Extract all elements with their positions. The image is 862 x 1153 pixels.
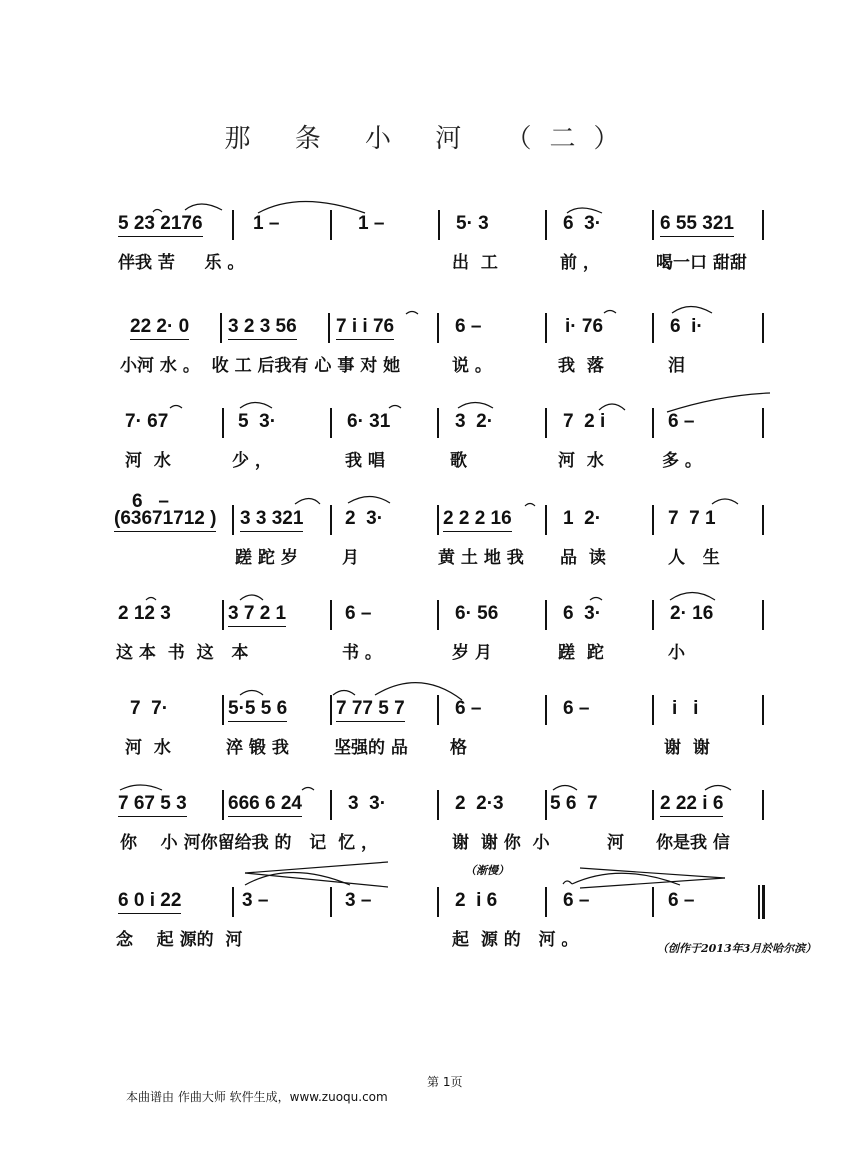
lyric-text: 小河 水 。 收 工 后我有 心 事 对 她 (120, 356, 401, 376)
note-group: 666 6 24 (228, 793, 302, 817)
lyric-text: 书 。 (342, 643, 382, 663)
lyric-text: 淬 锻 我 (226, 738, 289, 758)
note-group: 6 0 i 22 (118, 890, 181, 914)
note-group: 3 3· (348, 793, 387, 814)
note-group: 3 2 3 56 (228, 316, 297, 340)
note-group: 5 6 7 (550, 793, 598, 814)
lyric-text: 蹉 跎 岁 (235, 548, 298, 568)
note-group: 1 2· (563, 508, 602, 529)
note-group: 2 i 6 (455, 890, 498, 911)
note-group: 5 3· (238, 411, 277, 432)
note-group: 7 i i 76 (336, 316, 394, 340)
note-group: 7· 67 (125, 411, 169, 432)
note-group: 7 77 5 7 (336, 698, 405, 722)
note-group: 7 7· (130, 698, 169, 719)
note-group: 6 – (132, 491, 169, 512)
composition-note: （创作于2013年3月於哈尔滨） (657, 942, 817, 955)
lyric-text: 你 小 河你留给我 的 记 忆 ， (120, 833, 379, 853)
note-group: 3 – (242, 890, 269, 911)
lyric-text: 人 生 (668, 548, 720, 568)
note-group: 6 3· (563, 603, 602, 624)
lyric-text: 我 唱 (345, 451, 385, 471)
lyric-text: 品 读 (560, 548, 606, 568)
note-group: 1 – (358, 213, 385, 234)
note-group: 1 – (253, 213, 280, 234)
lyric-text: 蹉 跎 (558, 643, 604, 663)
lyric-text: 泪 (668, 356, 685, 376)
note-group: 6 – (455, 698, 482, 719)
note-group: 6 i· (670, 316, 703, 337)
note-group: i· 76 (565, 316, 604, 337)
note-group: 2 2·3 (455, 793, 504, 814)
tempo-marking: （渐慢） (465, 864, 509, 877)
lyric-text: 你是我 信 (656, 833, 730, 853)
lyric-text: 多 。 (662, 451, 702, 471)
score-title: 那 条 小 河 （二） (224, 124, 638, 154)
lyric-text: 伴我 苦 乐 。 (118, 253, 245, 273)
note-group: 6· 56 (455, 603, 499, 624)
lyric-text: 起 源 的 河 。 (452, 930, 579, 950)
lyric-text: 河 水 (558, 451, 604, 471)
note-group: 6 – (668, 411, 695, 432)
note-group: 6 – (455, 316, 482, 337)
lyric-text: 小 (668, 643, 685, 663)
note-group: 6· 31 (347, 411, 391, 432)
lyric-text: 这 本 书 这 本 (116, 643, 249, 663)
lyric-text: 月 (342, 548, 359, 568)
lyric-text: 念 起 源的 河 (116, 930, 243, 950)
lyric-text: 说 。 (452, 356, 492, 376)
lyric-text: 格 (450, 738, 467, 758)
note-group: 3 2· (455, 411, 494, 432)
lyric-text: 出 工 (452, 253, 498, 273)
note-group: 2 3· (345, 508, 384, 529)
note-group: 6 – (345, 603, 372, 624)
lyric-text: 前 ， (560, 253, 600, 273)
note-group: 22 2· 0 (130, 316, 189, 340)
lyric-text: 少 ， (232, 451, 272, 471)
note-group: i i (672, 698, 699, 719)
note-group: 2 22 i 6 (660, 793, 723, 817)
page-number: 第 1页 (427, 1075, 463, 1089)
note-group: 7 67 5 3 (118, 793, 187, 817)
note-group: 3 3 321 (240, 508, 303, 532)
lyric-text: 谢 谢 (664, 738, 710, 758)
software-credit: 本曲谱由 作曲大师 软件生成，www.zuoqu.com (126, 1090, 388, 1104)
lyric-text: 喝一口 甜甜 (656, 253, 747, 273)
note-group: 2· 16 (670, 603, 714, 624)
note-group: 3 – (345, 890, 372, 911)
note-group: 7 7 1 (668, 508, 716, 529)
note-group: 7 2 i (563, 411, 606, 432)
note-group: 6 – (668, 890, 695, 911)
lyric-text: 坚强的 品 (334, 738, 408, 758)
lyric-text: 黄 土 地 我 (438, 548, 524, 568)
note-group: 2 2 2 16 (443, 508, 512, 532)
note-group: 2 12 3 (118, 603, 171, 624)
lyric-text: 河 水 (125, 451, 171, 471)
lyric-text: 谢 谢 你 小 (452, 833, 550, 853)
note-group: 6 3· (563, 213, 602, 234)
lyric-text: 岁 月 (452, 643, 492, 663)
note-group: 5 23 2176 (118, 213, 203, 237)
note-group: 3 7 2 1 (228, 603, 286, 627)
lyric-text: 我 落 (558, 356, 604, 376)
note-group: 5· 3 (456, 213, 489, 234)
note-group: 6 – (563, 698, 590, 719)
lyric-text: 歌 (450, 451, 467, 471)
note-group: 6 55 321 (660, 213, 734, 237)
lyric-text: 河 水 (125, 738, 171, 758)
note-group: 6 – (563, 890, 590, 911)
lyric-text: 河 (607, 833, 624, 853)
note-group: (63671712 ) (114, 508, 216, 532)
note-group: 5·5 5 6 (228, 698, 287, 722)
